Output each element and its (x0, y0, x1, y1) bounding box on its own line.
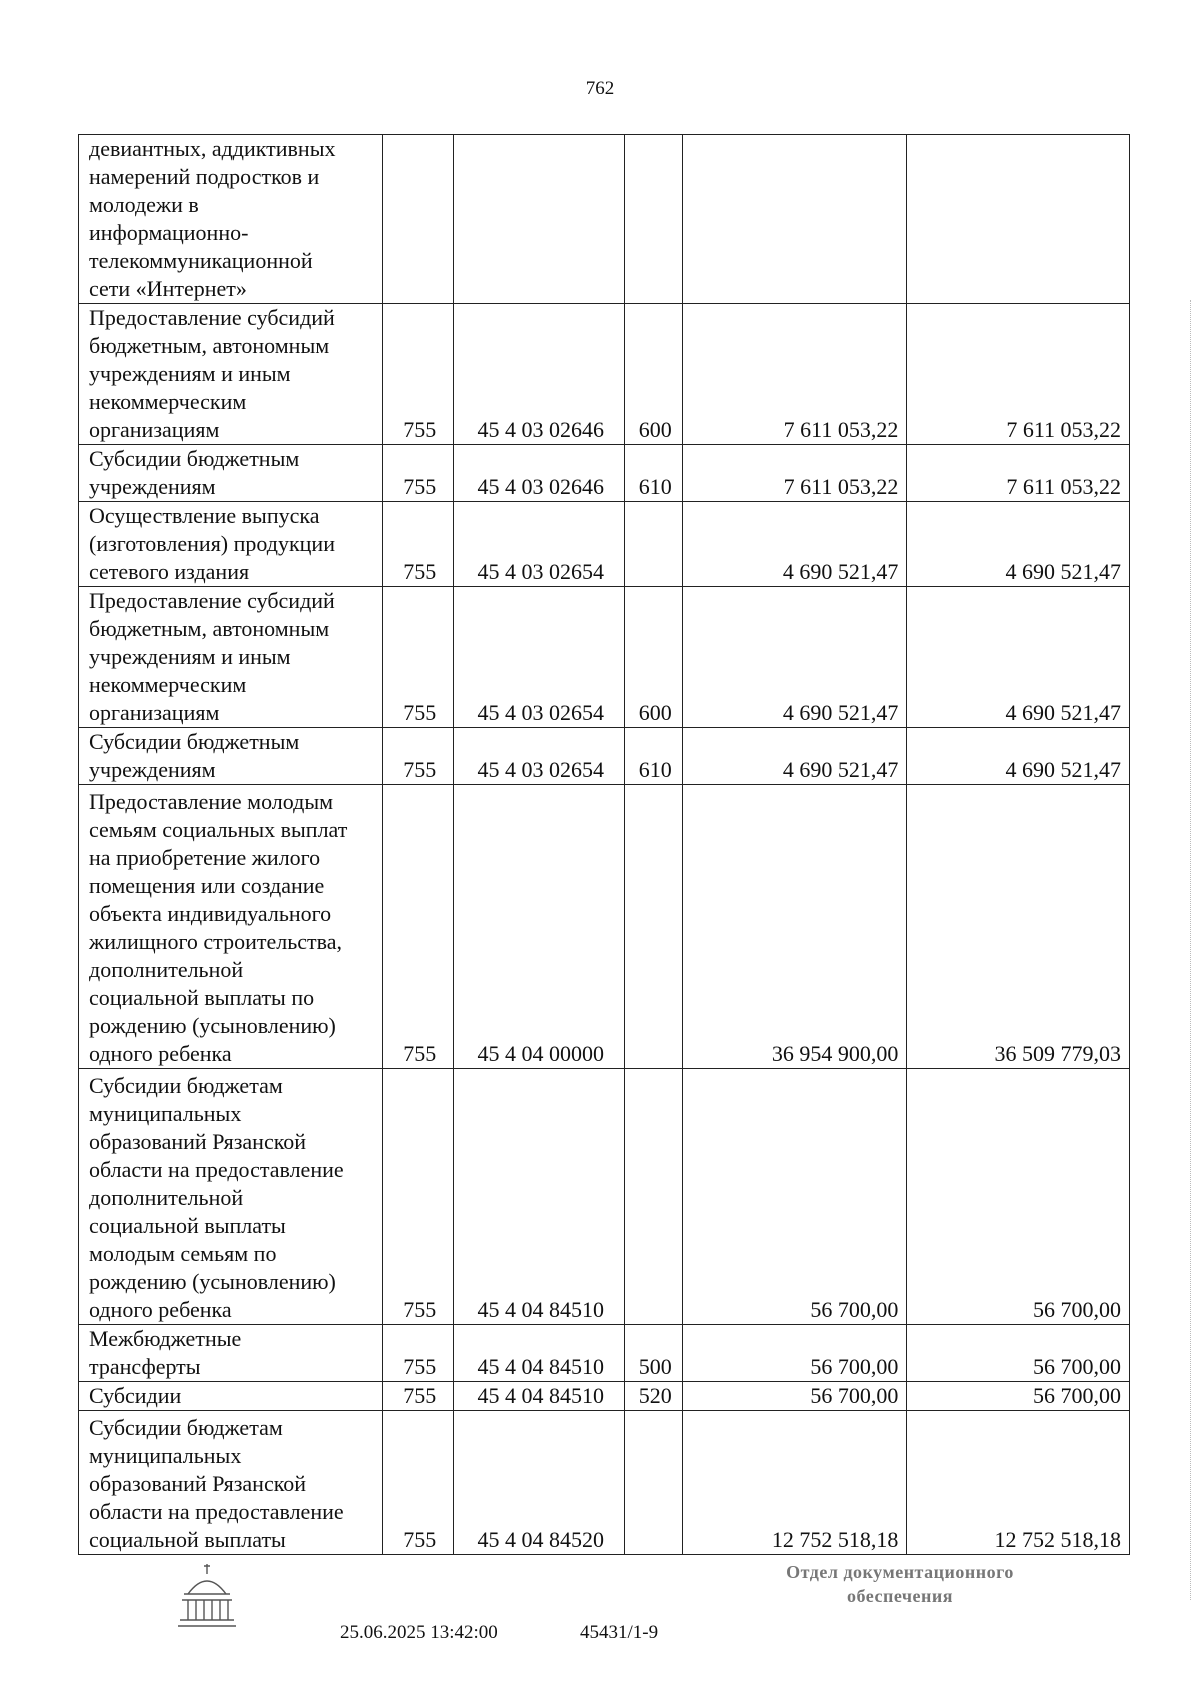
row-name: Осуществление выпуска (изготовления) продукции сетевого издания (79, 502, 383, 587)
row-type (624, 135, 682, 304)
row-name: Субсидии бюджетам муниципальных образований Рязанской области на предоставление социальной выплаты (79, 1411, 383, 1555)
row-ministry: 755 (382, 304, 453, 445)
row-ministry (382, 135, 453, 304)
row-amount-1 (682, 135, 907, 304)
row-target: 45 4 03 02654 (453, 728, 624, 785)
row-name: Субсидии бюджетным учреждениям (79, 728, 383, 785)
table-row (79, 502, 1130, 587)
row-ministry: 755 (382, 1069, 453, 1325)
row-amount-2: 56 700,00 (907, 1069, 1130, 1325)
row-target: 45 4 03 02646 (453, 304, 624, 445)
row-ministry: 755 (382, 502, 453, 587)
page-number: 762 (585, 78, 615, 99)
row-name: Предоставление субсидий бюджетным, автономным учреждениям и иным некоммерческим организациям (79, 587, 383, 728)
row-amount-1: 56 700,00 (682, 1382, 907, 1411)
row-amount-2: 4 690 521,47 (907, 728, 1130, 785)
table-row (79, 1411, 1130, 1555)
row-amount-2: 36 509 779,03 (907, 785, 1130, 1069)
table-row (79, 1382, 1130, 1411)
row-amount-2: 7 611 053,22 (907, 445, 1130, 502)
row-name: Межбюджетные трансферты (79, 1325, 383, 1382)
row-name: Субсидии бюджетам муниципальных образований Рязанской области на предоставление дополнительной социальной выплаты молодым семьям по рождению (усыновлению) одного ребенка (79, 1069, 383, 1325)
row-target: 45 4 04 00000 (453, 785, 624, 1069)
budget-table (78, 134, 1130, 1555)
row-name: Субсидии (79, 1382, 383, 1411)
table-row (79, 728, 1130, 785)
row-amount-2: 4 690 521,47 (907, 587, 1130, 728)
row-ministry: 755 (382, 1382, 453, 1411)
row-type (624, 502, 682, 587)
stamp-line-1: Отдел документационного (786, 1562, 1014, 1582)
row-target: 45 4 04 84510 (453, 1069, 624, 1325)
row-target: 45 4 04 84520 (453, 1411, 624, 1555)
row-type (624, 1411, 682, 1555)
row-amount-1: 4 690 521,47 (682, 502, 907, 587)
row-amount-1: 12 752 518,18 (682, 1411, 907, 1555)
row-target: 45 4 03 02646 (453, 445, 624, 502)
row-type: 600 (624, 587, 682, 728)
row-amount-2 (907, 135, 1130, 304)
row-ministry: 755 (382, 445, 453, 502)
table-row (79, 135, 1130, 304)
row-amount-1: 7 611 053,22 (682, 445, 907, 502)
table-row (79, 1325, 1130, 1382)
stamp-line-2: обеспечения (847, 1586, 953, 1606)
table-row (79, 1069, 1130, 1325)
row-type (624, 785, 682, 1069)
row-amount-1: 4 690 521,47 (682, 728, 907, 785)
row-amount-2: 56 700,00 (907, 1382, 1130, 1411)
row-ministry: 755 (382, 1411, 453, 1555)
row-target (453, 135, 624, 304)
department-stamp (750, 1560, 1050, 1608)
row-target: 45 4 03 02654 (453, 502, 624, 587)
row-name: Предоставление молодым семьям социальных выплат на приобретение жилого помещения или создание объекта индивидуального жилищного строительства, дополнительной социальной выплаты по рождению (усыновлению) одного ребенка (79, 785, 383, 1069)
row-amount-1: 56 700,00 (682, 1069, 907, 1325)
row-amount-2: 56 700,00 (907, 1325, 1130, 1382)
row-ministry: 755 (382, 1325, 453, 1382)
table-row (79, 587, 1130, 728)
table-row (79, 785, 1130, 1069)
scan-margin-line (1190, 300, 1191, 1600)
row-amount-2: 7 611 053,22 (907, 304, 1130, 445)
row-ministry: 755 (382, 587, 453, 728)
row-target: 45 4 04 84510 (453, 1325, 624, 1382)
row-target: 45 4 03 02654 (453, 587, 624, 728)
row-name: Субсидии бюджетным учреждениям (79, 445, 383, 502)
row-name: девиантных, аддиктивных намерений подростков и молодежи в информационно- телекоммуникационной сети «Интернет» (79, 135, 383, 304)
row-target: 45 4 04 84510 (453, 1382, 624, 1411)
row-type: 500 (624, 1325, 682, 1382)
row-amount-2: 12 752 518,18 (907, 1411, 1130, 1555)
row-ministry: 755 (382, 785, 453, 1069)
row-type: 600 (624, 304, 682, 445)
footer-datetime: 25.06.2025 13:42:00 (340, 1622, 498, 1643)
row-ministry: 755 (382, 728, 453, 785)
row-type: 610 (624, 728, 682, 785)
emblem-icon (174, 1560, 240, 1630)
row-type (624, 1069, 682, 1325)
row-amount-1: 4 690 521,47 (682, 587, 907, 728)
row-amount-1: 7 611 053,22 (682, 304, 907, 445)
row-type: 520 (624, 1382, 682, 1411)
row-amount-2: 4 690 521,47 (907, 502, 1130, 587)
row-type: 610 (624, 445, 682, 502)
row-name: Предоставление субсидий бюджетным, автономным учреждениям и иным некоммерческим организациям (79, 304, 383, 445)
footer-doc-code: 45431/1-9 (580, 1622, 659, 1643)
table-row (79, 304, 1130, 445)
table-row (79, 445, 1130, 502)
row-amount-1: 56 700,00 (682, 1325, 907, 1382)
row-amount-1: 36 954 900,00 (682, 785, 907, 1069)
